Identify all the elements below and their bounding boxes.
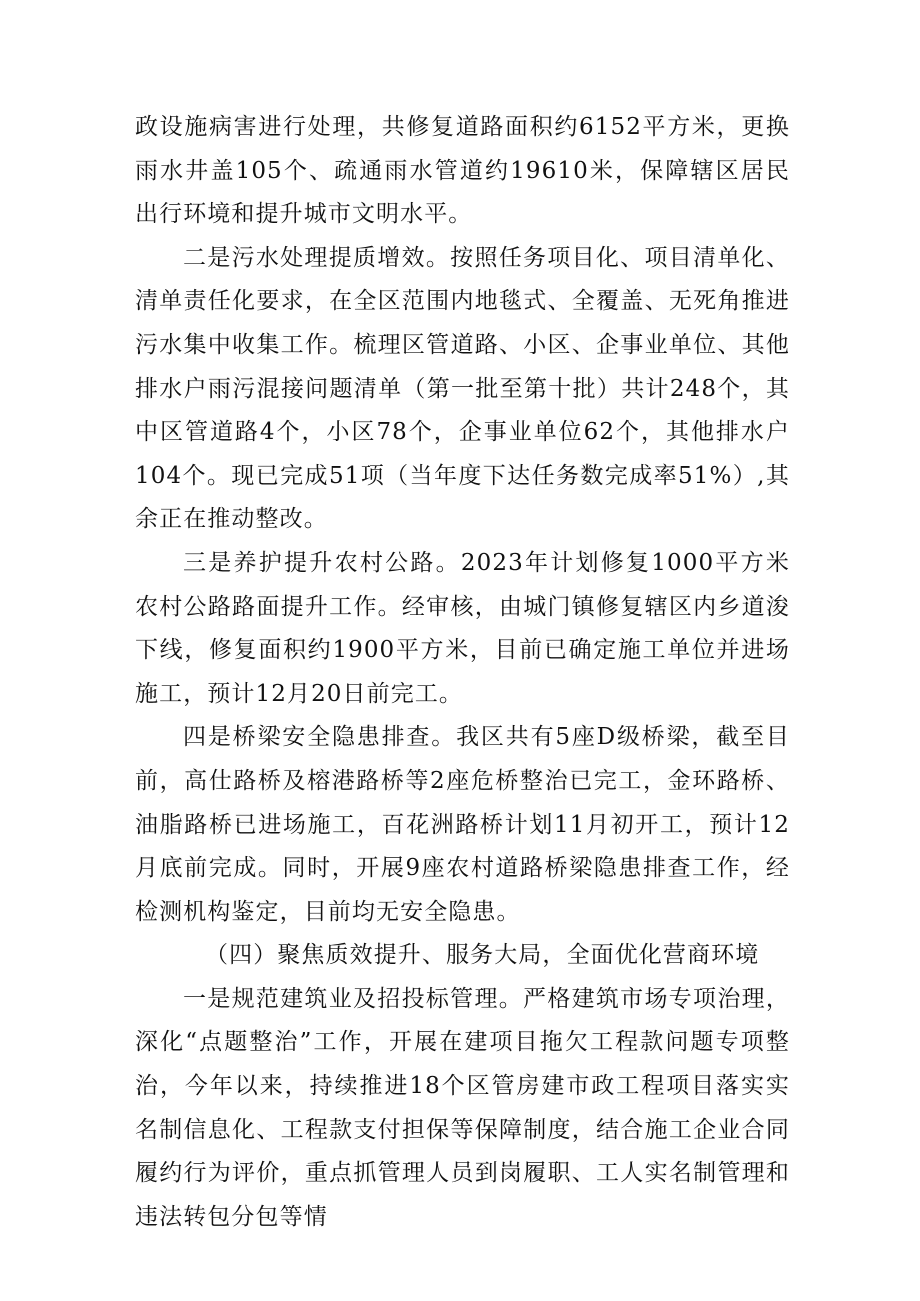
section-heading: （四）聚焦质效提升、服务大局，全面优化营商环境 <box>205 942 760 969</box>
paragraph-continuation: 政设施病害进行处理，共修复道路面积约6152平方米，更换雨水井盖105个、疏通雨水管道约19610米，保障辖区居民出行环境和提升城市文明水平。 <box>135 114 790 228</box>
paragraph-bridge-safety: 四是桥梁安全隐患排查。我区共有5座D级桥梁，截至目前，高仕路桥及榕港路桥等2座危桥整治已完工，金环路桥、油脂路桥已进场施工，百花洲路桥计划11月初开工，预计12月底前完成。同时，开展9座农村道路桥梁隐患排查工作，经检测机构鉴定，目前均无安全隐患。 <box>135 724 790 925</box>
paragraph-rural-roads: 三是养护提升农村公路。2023年计划修复1000平方米农村公路路面提升工作。经审核，由城门镇修复辖区内乡道浚下线，修复面积约1900平方米，目前已确定施工单位并进场施工，预计12月20日前完工。 <box>135 549 790 707</box>
paragraph-sewage-treatment: 二是污水处理提质增效。按照任务项目化、项目清单化、清单责任化要求，在全区范围内地毯式、全覆盖、无死角推进污水集中收集工作。梳理区管道路、小区、企事业单位、其他排水户雨污混接问题清单（第一批至第十批）共计248个，其中区管道路4个，小区78个，企事业单位62个，其他排水户104个。现已完成51项（当年度下达任务数完成率51%）,其余正在推动整改。 <box>135 244 790 533</box>
document-body <box>135 106 790 1239</box>
paragraph-construction-management: 一是规范建筑业及招投标管理。严格建筑市场专项治理，深化“点题整治”工作，开展在建项目拖欠工程款问题专项整治，今年以来，持续推进18个区管房建市政工程项目落实实名制信息化、工程款支付担保等保障制度，结合施工企业合同履约行为评价，重点抓管理人员到岗履职、工人实名制管理和违法转包分包等情 <box>135 985 790 1230</box>
